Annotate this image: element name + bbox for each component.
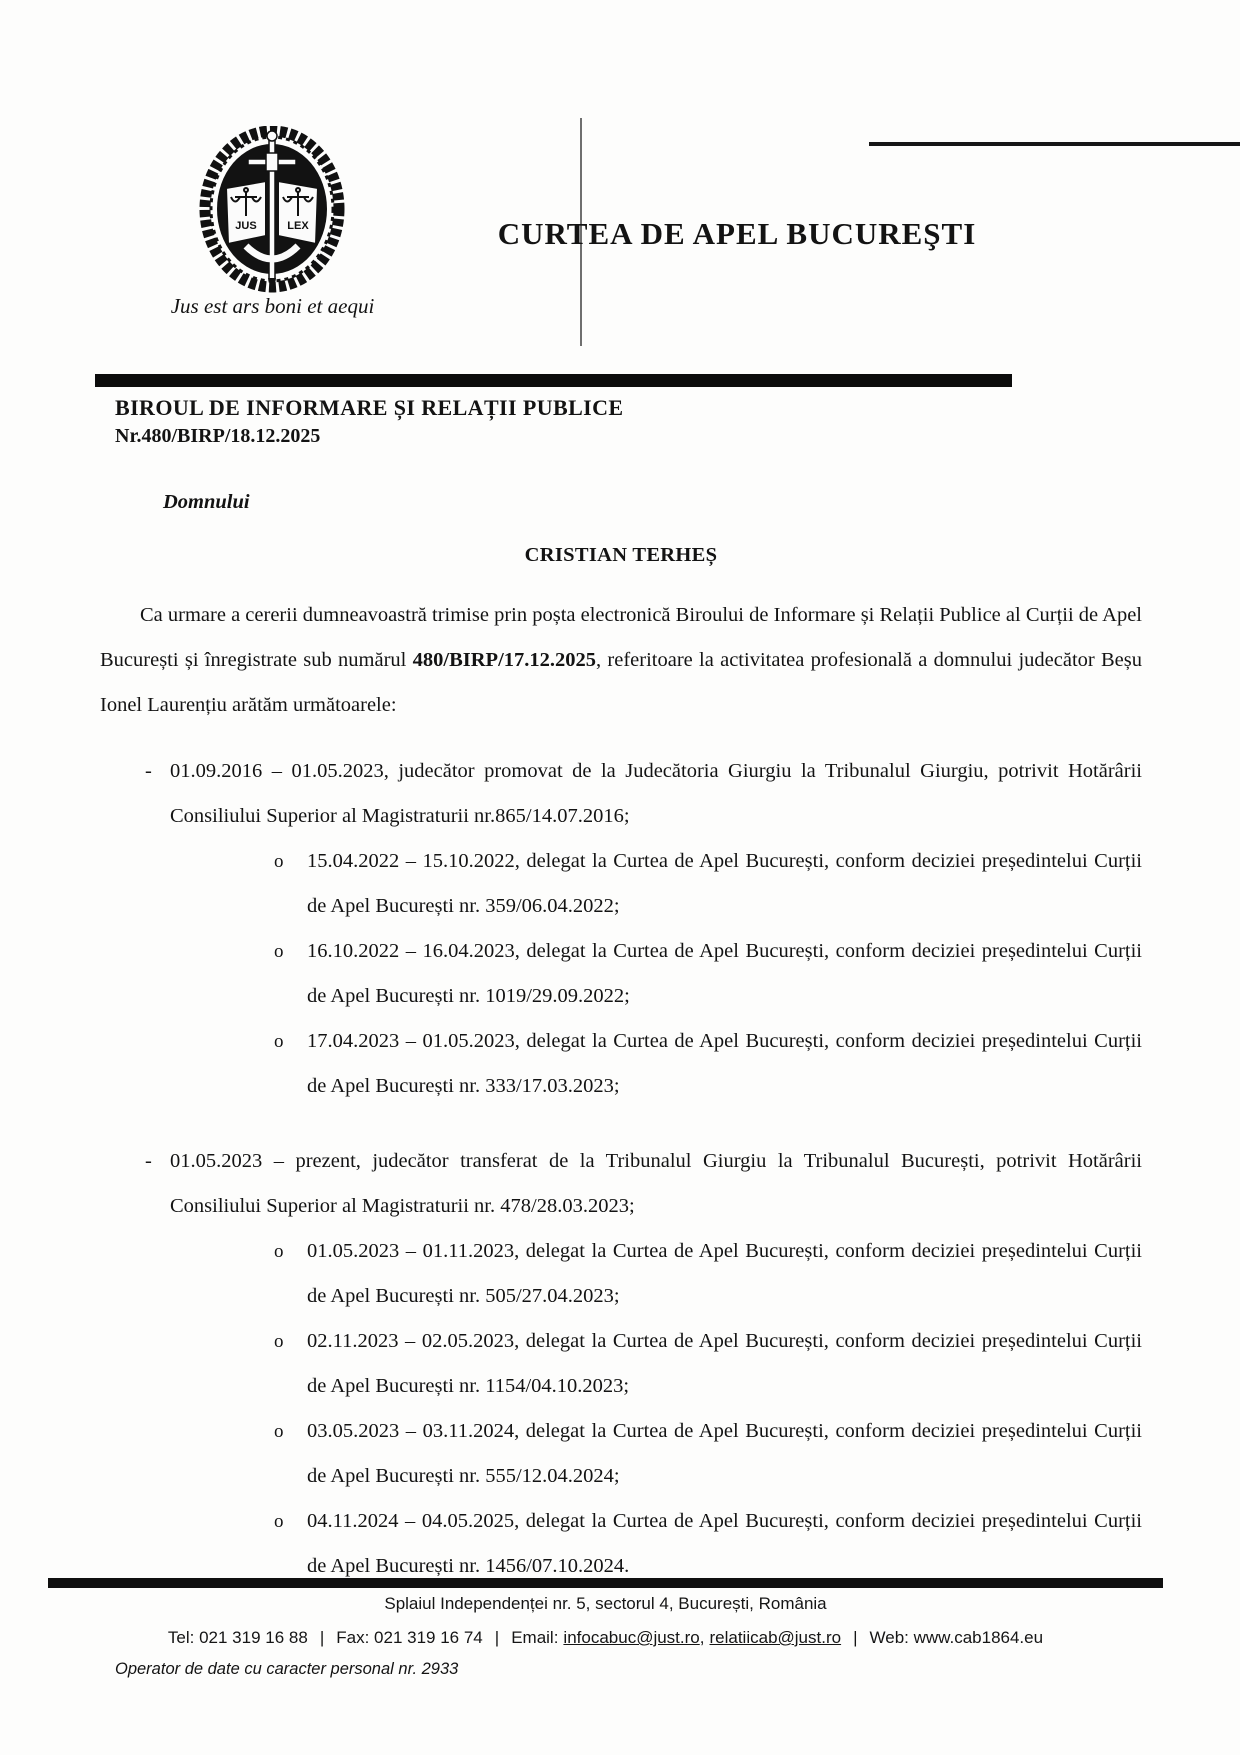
- data-operator-note: Operator de date cu caracter personal nr. 2933: [115, 1660, 459, 1678]
- delegation-list: [170, 1229, 1142, 1589]
- delegation-item: [170, 1319, 1142, 1409]
- footer-contact-line: [48, 1628, 1163, 1648]
- court-emblem-logo: [198, 126, 346, 294]
- delegation-text: 15.04.2022 – 15.10.2022, delegat la Curtea de Apel București, conform deciziei președintelui Curții de Apel București nr. 359/06.04.2022;: [307, 849, 1142, 917]
- footer-tel: Tel: 021 319 16 88: [167, 1628, 308, 1647]
- circle-bullet-marker: o: [274, 940, 284, 962]
- career-period-item: [100, 749, 1142, 1109]
- dash-bullet-marker: -: [145, 759, 152, 782]
- footer-email-link-2[interactable]: relatiicab@just.ro: [709, 1628, 842, 1647]
- footer-separator: |: [494, 1628, 500, 1647]
- intro-paragraph: [100, 593, 1142, 728]
- dash-bullet-marker: -: [145, 1149, 152, 1172]
- emblem-lex-label: LEX: [287, 220, 309, 232]
- delegation-text: 01.05.2023 – 01.11.2023, delegat la Curtea de Apel București, conform deciziei președintelui Curții de Apel București nr. 505/27.04.2023;: [307, 1239, 1142, 1307]
- delegation-item: [170, 1499, 1142, 1589]
- circle-bullet-marker: o: [274, 850, 284, 872]
- footer-separator: |: [853, 1628, 858, 1647]
- circle-bullet-marker: o: [274, 1420, 284, 1442]
- circle-bullet-marker: o: [274, 1330, 284, 1352]
- delegation-text: 16.10.2022 – 16.04.2023, delegat la Curtea de Apel București, conform deciziei președintelui Curții de Apel București nr. 1019/29.09.2022;: [307, 939, 1142, 1007]
- recipient-name: CRISTIAN TERHEȘ: [524, 544, 718, 566]
- delegation-item: [170, 1019, 1142, 1109]
- footer-email-comma: ,: [699, 1628, 705, 1647]
- scan-artifact-line: [869, 142, 1240, 146]
- delegation-text: 03.05.2023 – 03.11.2024, delegat la Curtea de Apel București, conform deciziei președintelui Curții de Apel București nr. 555/12.04.2024;: [307, 1419, 1142, 1487]
- registration-number: 480/BIRP/17.12.2025: [412, 649, 597, 671]
- career-period-item: [100, 1139, 1142, 1589]
- delegation-text: 04.11.2024 – 04.05.2025, delegat la Curtea de Apel București, conform deciziei președintelui Curții de Apel București nr. 1456/07.10.2024.: [307, 1509, 1142, 1577]
- delegation-text: 17.04.2023 – 01.05.2023, delegat la Curtea de Apel București, conform deciziei președintelui Curții de Apel București nr. 333/17.03.2023;: [307, 1029, 1142, 1097]
- career-period-list: [100, 749, 1142, 1589]
- footer-address: Splaiul Independenței nr. 5, sectorul 4, București, România: [384, 1594, 827, 1613]
- delegation-item: [170, 1229, 1142, 1319]
- letter-body: [100, 480, 1142, 1589]
- header-rule: [95, 374, 1012, 387]
- career-period-text: 01.09.2016 – 01.05.2023, judecător promovat de la Judecătoria Giurgiu la Tribunalul Giurgiu, potrivit Hotărârii Consiliului Superior al Magistraturii nr.865/14.07.2016;: [170, 759, 1142, 827]
- salutation: Domnului: [163, 491, 250, 513]
- reference-number: Nr.480/BIRP/18.12.2025: [115, 425, 321, 447]
- intro-text-after: , referitoare la activitatea profesională a domnului judecător Beșu Ionel Laurențiu arătăm următoarele:: [100, 649, 1142, 716]
- footer-email-link-1[interactable]: infocabuc@just.ro: [563, 1628, 700, 1647]
- circle-bullet-marker: o: [274, 1510, 284, 1532]
- career-period-text: 01.05.2023 – prezent, judecător transferat de la Tribunalul Giurgiu la Tribunalul București, potrivit Hotărârii Consiliului Superior al Magistraturii nr. 478/28.03.2023;: [170, 1149, 1142, 1217]
- footer-web: Web: www.cab1864.eu: [869, 1628, 1044, 1647]
- footer-separator: |: [319, 1628, 325, 1647]
- footer-rule: [48, 1578, 1163, 1588]
- delegation-list: [170, 839, 1142, 1109]
- delegation-text: 02.11.2023 – 02.05.2023, delegat la Curtea de Apel București, conform deciziei președintelui Curții de Apel București nr. 1154/04.10.2023;: [307, 1329, 1142, 1397]
- footer-email-label: Email:: [511, 1628, 559, 1647]
- circle-bullet-marker: o: [274, 1030, 284, 1052]
- delegation-item: [170, 839, 1142, 929]
- circle-bullet-marker: o: [274, 1240, 284, 1262]
- emblem-jus-label: JUS: [235, 220, 257, 232]
- emblem-motto: Jus est ars boni et aequi: [170, 294, 375, 318]
- delegation-item: [170, 1409, 1142, 1499]
- intro-text-before: Ca urmare a cererii dumneavoastră trimise prin poșta electronică Biroului de Informare și Relații Publice al Curții de Apel București și înregistrate sub numărul: [100, 604, 1142, 671]
- delegation-item: [170, 929, 1142, 1019]
- office-name: BIROUL DE INFORMARE ȘI RELAȚII PUBLICE: [115, 395, 624, 420]
- footer-fax: Fax: 021 319 16 74: [336, 1628, 483, 1647]
- institution-title: CURTEA DE APEL BUCUREŞTI: [497, 216, 977, 251]
